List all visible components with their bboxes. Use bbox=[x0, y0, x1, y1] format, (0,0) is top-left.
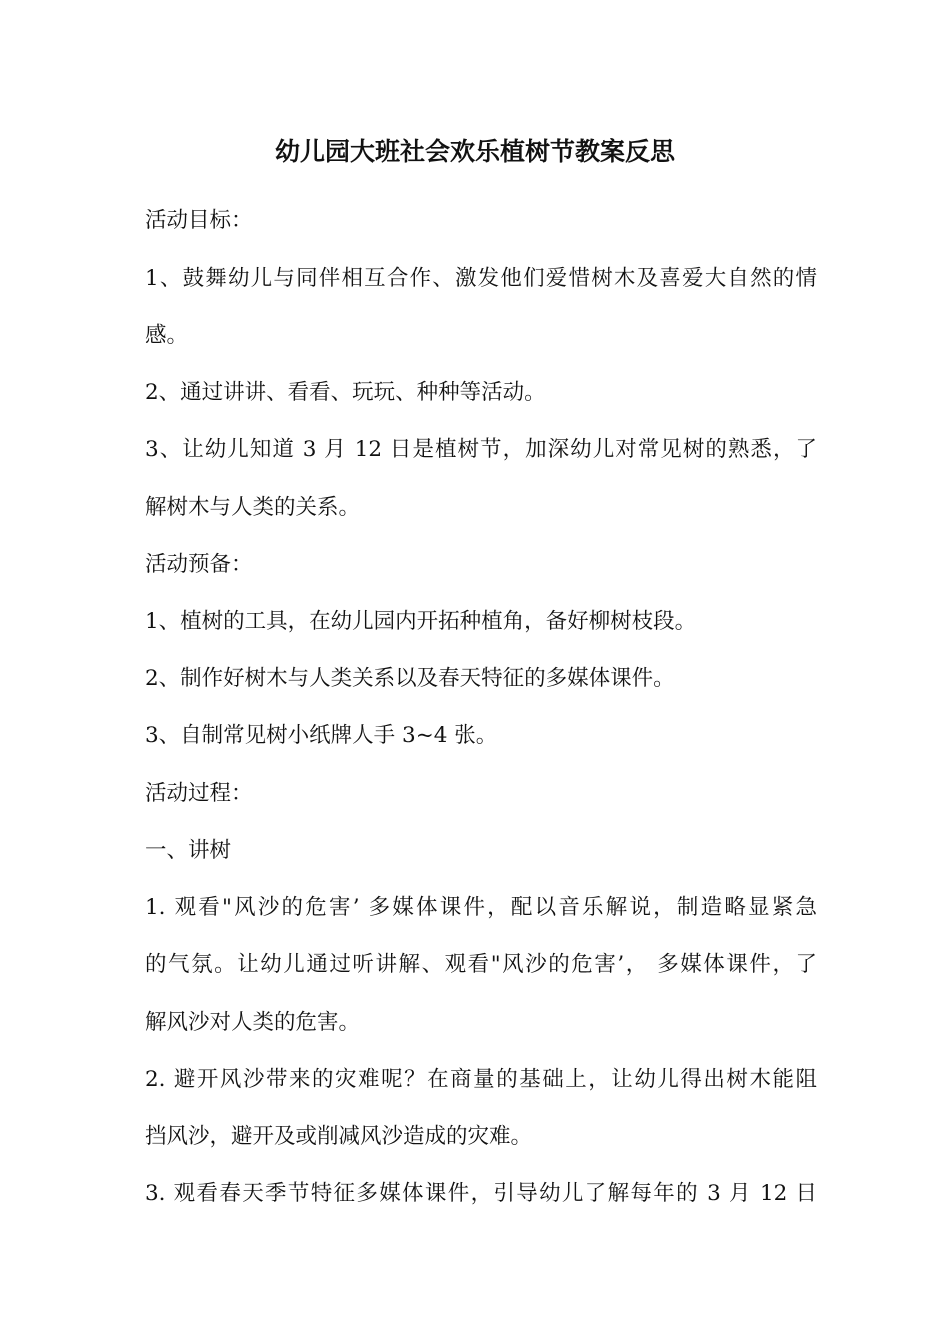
paragraph-line: 3. 观看春天季节特征多媒体课件，引导幼儿了解每年的 3 月 12 日 bbox=[145, 1181, 817, 1206]
subsection-heading: 一、讲树 bbox=[145, 838, 232, 863]
paragraph-line: 2. 避开风沙带来的灾难呢？在商量的基础上，让幼儿得出树木能阻 bbox=[145, 1067, 817, 1092]
paragraph-line: 解树木与人类的关系。 bbox=[145, 495, 361, 520]
paragraph-line: 1、植树的工具，在幼儿园内开拓种植角，备好柳树枝段。 bbox=[145, 609, 697, 634]
paragraph-line: 的气氛。让幼儿通过听讲解、观看"风沙的危害’， 多媒体课件，了 bbox=[145, 952, 817, 977]
section-heading-goals: 活动目标： bbox=[145, 208, 253, 233]
paragraph-line: 1、鼓舞幼儿与同伴相互合作、激发他们爱惜树木及喜爱大自然的情 bbox=[145, 266, 817, 291]
paragraph-line: 感。 bbox=[145, 323, 189, 348]
section-heading-process: 活动过程： bbox=[145, 781, 253, 806]
paragraph-line: 1. 观看"风沙的危害’ 多媒体课件，配以音乐解说，制造略显紧急 bbox=[145, 895, 817, 920]
section-heading-preparation: 活动预备： bbox=[145, 552, 253, 577]
paragraph-line: 3、自制常见树小纸牌人手 3~4 张。 bbox=[145, 723, 498, 748]
paragraph-line: 2、通过讲讲、看看、玩玩、种种等活动。 bbox=[145, 380, 546, 405]
paragraph-line: 解风沙对人类的危害。 bbox=[145, 1010, 361, 1035]
paragraph-line: 3、让幼儿知道 3 月 12 日是植树节，加深幼儿对常见树的熟悉，了 bbox=[145, 437, 817, 462]
paragraph-line: 挡风沙，避开及或削减风沙造成的灾难。 bbox=[145, 1124, 533, 1149]
document-title: 幼儿园大班社会欢乐植树节教案反思 bbox=[274, 137, 675, 166]
paragraph-line: 2、制作好树木与人类关系以及春天特征的多媒体课件。 bbox=[145, 666, 675, 691]
